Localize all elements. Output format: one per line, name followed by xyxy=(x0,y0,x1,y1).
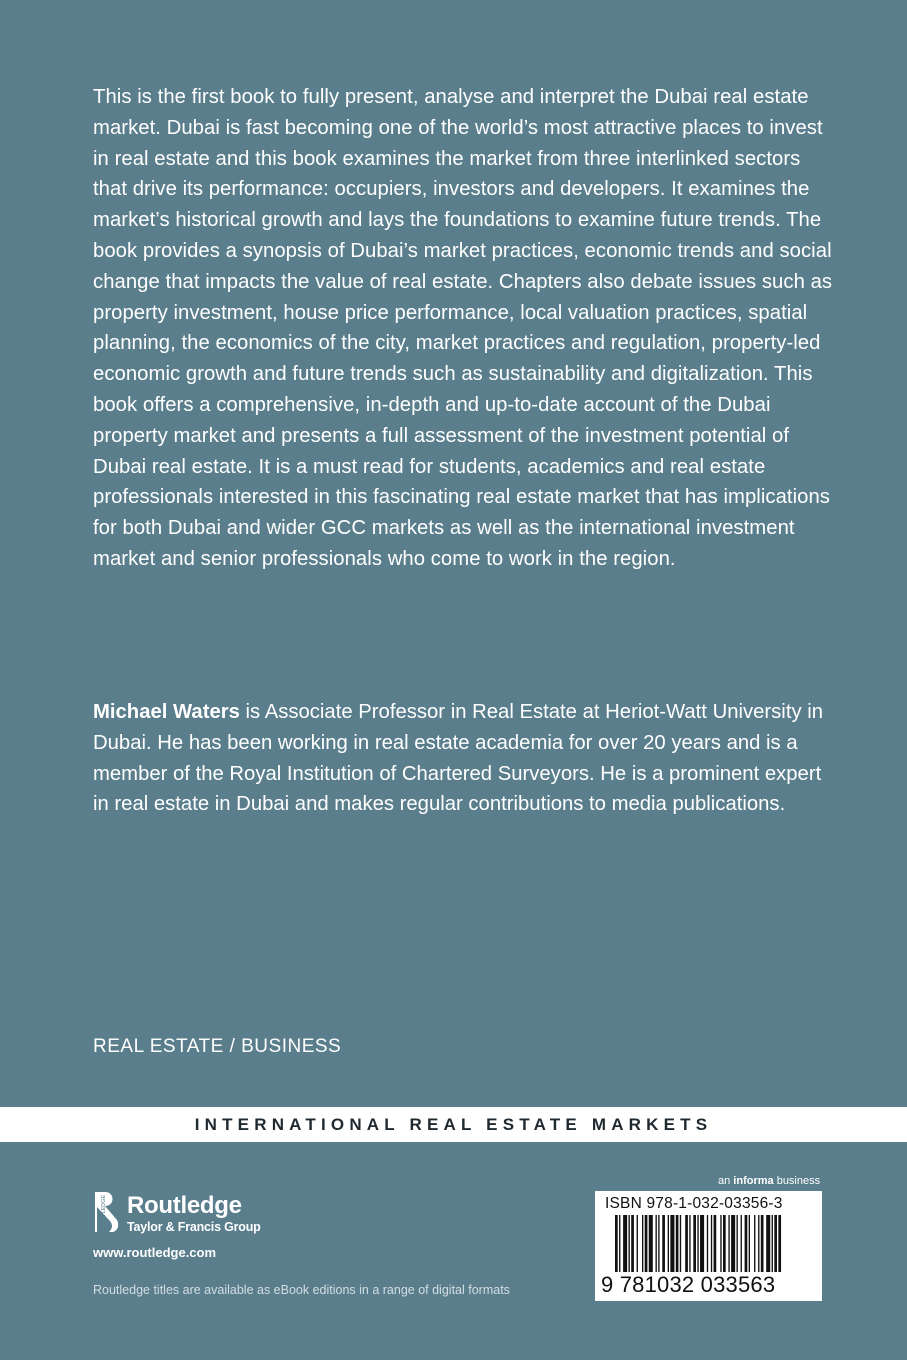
series-title: INTERNATIONAL REAL ESTATE MARKETS xyxy=(194,1114,713,1134)
barcode-bar xyxy=(676,1215,679,1277)
barcode-bar xyxy=(649,1215,653,1277)
informa-word: informa xyxy=(733,1175,774,1187)
barcode-bar xyxy=(720,1215,721,1277)
barcode-bar xyxy=(693,1215,696,1277)
barcode-bar xyxy=(741,1215,742,1277)
author-name: Michael Waters xyxy=(93,701,240,723)
barcode-bar xyxy=(668,1215,669,1277)
routledge-logo-icon xyxy=(93,1190,121,1234)
author-bio-text: is Associate Professor in Real Estate at Heriot-Watt University in Dubai. He has been working in real estate academia for over 20 years and is a member of the Royal Institution of Chartered Surveyors. He is a prominent expert in real estate in Dubai and makes regular contributions to media publications. xyxy=(93,701,824,816)
barcode-bar xyxy=(662,1215,665,1277)
barcode-bar xyxy=(707,1215,708,1277)
subject-category: REAL ESTATE / BUSINESS xyxy=(93,1036,342,1057)
barcode-bar xyxy=(761,1215,764,1277)
publisher-url[interactable]: www.routledge.com xyxy=(93,1245,217,1260)
barcode-bar xyxy=(680,1215,681,1277)
isbn-label: ISBN 978-1-032-03356-3 xyxy=(605,1195,783,1212)
barcode-bar xyxy=(658,1215,659,1277)
logo-lettering: ROUTLEDGE xyxy=(101,1194,107,1229)
barcode-bar xyxy=(766,1215,770,1277)
publisher-group: Taylor & Francis Group xyxy=(127,1220,261,1234)
barcode-bar xyxy=(745,1215,748,1277)
series-band xyxy=(0,1107,907,1142)
barcode-bar xyxy=(689,1215,690,1277)
barcode-bar xyxy=(728,1215,729,1277)
barcode-bar xyxy=(656,1215,657,1277)
barcode-bar xyxy=(645,1215,648,1277)
informa-business-label: an informa business xyxy=(718,1175,821,1187)
barcode-bar xyxy=(629,1215,630,1277)
barcode-bar xyxy=(774,1215,777,1277)
barcode-bar xyxy=(700,1215,704,1277)
barcode-bar xyxy=(754,1215,755,1277)
barcode-bar xyxy=(685,1215,688,1277)
barcode-bar xyxy=(637,1215,638,1277)
barcode-bar xyxy=(631,1215,634,1277)
barcode-bar xyxy=(642,1215,643,1277)
author-bio xyxy=(93,697,833,820)
book-description: This is the first book to fully present, analyse and interpret the Dubai real estate market. Dubai is fast becoming one of the world’s most attractive places to invest in real estate and this book examines the market from three interlinked sectors that drive its performance: occupiers, investors and developers. It examines the market’s historical growth and lays the foundations to examine future trends. The book provides a synopsis of Dubai’s market practices, economic trends and social change that impacts the value of real estate. Chapters also debate issues such as property investment, house price performance, local valuation practices, spatial planning, the economics of the city, market practices and regulation, property-led economic growth and future trends such as sustainability and digitalization. This book offers a comprehensive, in-depth and up-to-date account of the Dubai property market and presents a full assessment of the investment potential of Dubai real estate. It is a must read for students, academics and real estate professionals interested in this fascinating real estate market that has implications for both Dubai and wider GCC markets as well as the international investment market and senior professionals who come to work in the region. xyxy=(93,86,833,570)
barcode-bar xyxy=(711,1215,712,1277)
barcode-bar xyxy=(670,1215,674,1277)
barcode-digits: 9 781032 033563 xyxy=(601,1272,815,1298)
barcode-bar xyxy=(772,1215,773,1277)
barcode-bar xyxy=(737,1215,738,1277)
barcode-bar xyxy=(723,1215,726,1277)
barcode-bar xyxy=(758,1215,759,1277)
ebook-note: Routledge titles are available as eBook editions in a range of digital formats xyxy=(93,1283,510,1297)
publisher-logo xyxy=(93,1188,313,1238)
barcode-bar xyxy=(619,1215,620,1277)
publisher-name: Routledge xyxy=(127,1192,242,1219)
barcode-bar xyxy=(778,1215,781,1277)
barcode-bar xyxy=(697,1215,698,1277)
barcode-bar xyxy=(749,1215,750,1277)
barcode-bar xyxy=(615,1215,618,1277)
barcode-bar xyxy=(623,1215,627,1277)
barcode-bar xyxy=(714,1215,717,1277)
barcode-box xyxy=(595,1191,822,1301)
barcode-icon xyxy=(601,1215,815,1277)
barcode-bar xyxy=(731,1215,735,1277)
